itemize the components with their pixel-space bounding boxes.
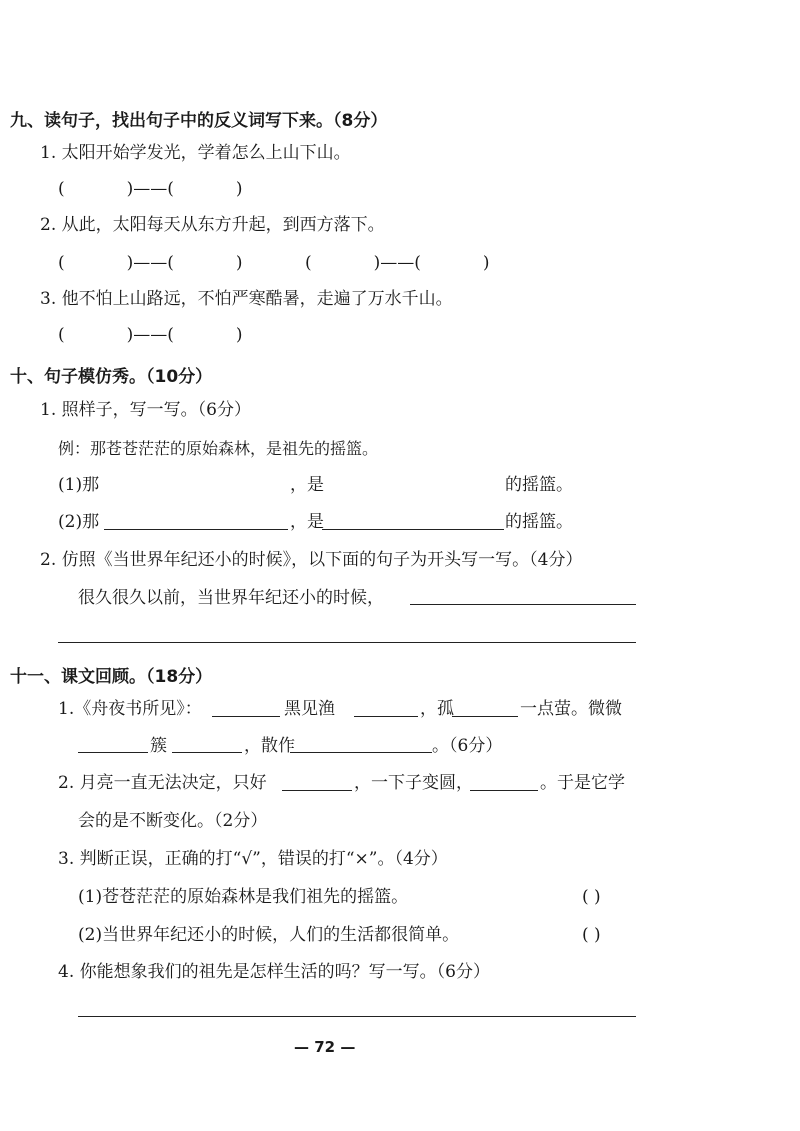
paren-dash: )——( <box>373 253 421 273</box>
paren-close: ) <box>482 253 490 273</box>
s9-question-3: 3. 他不怕上山路远，不怕严寒酷暑，走遍了万水千山。 <box>40 289 453 309</box>
s10-item-2-blank-1[interactable] <box>104 529 288 530</box>
s11-q1-c: ，孤 <box>420 699 454 719</box>
s9-question-2: 2. 从此，太阳每天从东方升起，到西方落下。 <box>40 215 385 235</box>
s9-q2-answer-pair-2[interactable] <box>305 252 490 274</box>
s11-q1-a: 1.《舟夜书所见》： <box>58 699 202 719</box>
s11-q2-b: ，一下子变圆， <box>354 773 473 793</box>
paren-close: ) <box>235 179 243 199</box>
section11-heading: 十一、课文回顾。（18分） <box>10 667 213 687</box>
paren-dash: )——( <box>126 325 174 345</box>
s11-q1-b: 黑见渔 <box>284 699 335 719</box>
s11-q1-blank-5[interactable] <box>172 752 242 753</box>
s11-q1-blank-4[interactable] <box>78 752 148 753</box>
paren-dash: )——( <box>126 179 174 199</box>
paren-dash: )——( <box>126 253 174 273</box>
s10-q2-start: 很久很久以前，当世界年纪还小的时候， <box>78 588 384 608</box>
section10-heading: 十、句子模仿秀。（10分） <box>10 367 213 387</box>
paren-close: ) <box>235 253 243 273</box>
paren-close: ) <box>235 325 243 345</box>
s10-item-1-end: 的摇篮。 <box>505 475 573 495</box>
s9-q3-answer-pair[interactable] <box>58 324 243 346</box>
page-number: — 72 — <box>294 1038 356 1056</box>
s11-q1-blank-1[interactable] <box>212 716 280 717</box>
s11-q2-blank-1[interactable] <box>282 790 352 791</box>
paren-open: ( <box>305 253 312 273</box>
s11-q1-e: 簇 <box>150 736 167 756</box>
paren-open: ( <box>58 179 65 199</box>
s11-question-4: 4. 你能想象我们的祖先是怎样生活的吗？写一写。（6分） <box>58 962 490 982</box>
s11-q2-blank-2[interactable] <box>470 790 538 791</box>
section9-heading: 九、读句子，找出句子中的反义词写下来。（8分） <box>10 111 388 131</box>
s10-item-2-mid: ，是 <box>290 512 324 532</box>
s10-item-2-end: 的摇篮。 <box>505 512 573 532</box>
s10-q2-blank-1[interactable] <box>410 604 636 605</box>
paren-open: ( <box>58 325 65 345</box>
s11-q1-blank-6[interactable] <box>290 752 432 753</box>
s11-q1-f: ，散作 <box>244 736 295 756</box>
s11-q3-item-1-answer[interactable]: ( ) <box>582 887 601 907</box>
s9-q2-answer-pair-1[interactable] <box>58 252 243 274</box>
s10-item-2-blank-2[interactable] <box>322 529 504 530</box>
s10-q2-blank-2[interactable] <box>58 642 636 643</box>
s11-q2-a: 2. 月亮一直无法决定，只好 <box>58 773 267 793</box>
s11-q4-answer-line[interactable] <box>78 1016 636 1017</box>
s11-q1-d: 一点萤。微微 <box>520 699 622 719</box>
s10-question-1: 1. 照样子，写一写。（6分） <box>40 400 251 420</box>
s10-item-1-mid: ，是 <box>290 475 324 495</box>
s9-q1-answer-pair[interactable] <box>58 178 243 200</box>
s10-example: 例：那苍苍茫茫的原始森林，是祖先的摇篮。 <box>58 439 379 458</box>
s11-q3-item-2: (2)当世界年纪还小的时候，人们的生活都很简单。 <box>78 925 460 945</box>
s11-q1-g: 。（6分） <box>432 736 503 756</box>
s11-q3-item-2-answer[interactable]: ( ) <box>582 925 601 945</box>
s10-item-2-label: (2)那 <box>58 512 100 532</box>
s11-question-3: 3. 判断正误，正确的打“√”，错误的打“×”。（4分） <box>58 849 448 869</box>
s11-q2-d: 会的是不断变化。（2分） <box>78 811 268 831</box>
s11-q3-item-1: (1)苍苍茫茫的原始森林是我们祖先的摇篮。 <box>78 887 409 907</box>
paren-open: ( <box>58 253 65 273</box>
s10-question-2: 2. 仿照《当世界年纪还小的时候》，以下面的句子为开头写一写。（4分） <box>40 550 583 570</box>
s11-q2-c: 。于是它学 <box>540 773 625 793</box>
s10-item-1-label: (1)那 <box>58 475 100 495</box>
s11-q1-blank-3[interactable] <box>452 716 518 717</box>
s11-q1-blank-2[interactable] <box>354 716 418 717</box>
s9-question-1: 1. 太阳开始学发光，学着怎么上山下山。 <box>40 143 351 163</box>
